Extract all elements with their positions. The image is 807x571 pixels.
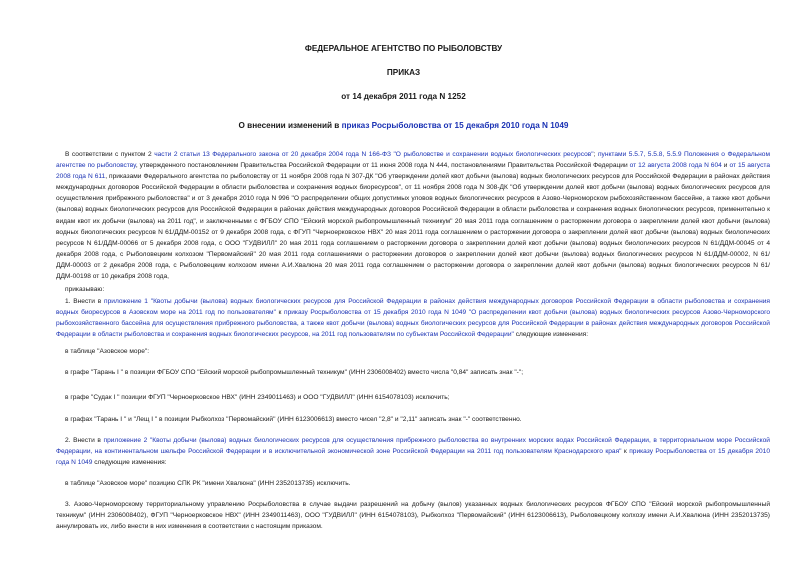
preamble-link-604[interactable]: от 12 августа 2008 года N 604 — [629, 162, 722, 170]
item1-line-table: в таблице "Азовское море": — [65, 348, 150, 355]
item1-line-lesch: в графах "Тарань I " и "Лещ I " в позиции Рыбколхоз "Первомайский" (ИНН 6123006613) вместо чисел "2,8" и "2,11" записать знак "-" соответственно. — [65, 416, 522, 423]
item2-link-order[interactable]: приказу Росрыболовства от 15 декабря 2010 года N 1049 — [56, 448, 770, 467]
document-type: ПРИКАЗ — [386, 68, 421, 77]
item2-line-table: в таблице "Азовское море" позицию СПК РК "имени Хвалюна" (ИНН 2352013735) исключить. — [65, 480, 351, 487]
subject-prefix: О внесении изменений в — [238, 121, 342, 130]
preamble-text-4: и — [721, 162, 730, 170]
item1-link-appendix[interactable]: приложение 1 "Квоты добычи (вылова) водных биологических ресурсов для Российской Федерации в районах действия международных договоров Российской Федерации в области рыболовства и сохранения водных биоресурсов в Азовском море на 2011 год по пользователям" — [56, 298, 770, 317]
preamble-link-law[interactable]: части 2 статьи 13 Федерального закона от 20 декабря 2004 года N 166-ФЗ "О рыболовстве и сохранении водных биологических ресурсов" — [154, 151, 594, 158]
item1-link-order[interactable]: приказу Росрыболовства от 15 декабря 2010 года N 1049 "О распределении квот добычи (вылова) водных биологических ресурсов Азово-Черноморского рыбохозяйственного бассейна для осуществления прибрежного рыболовства, а также квот добычи (вылова) водных биологических ресурсов для Российской Федерации в районах действия международных договоров Российской Федерации в области рыболовства и сохранения водных биологических ресурсов, на 2011 год пользователям по субъектам Российской Федерации" — [56, 309, 770, 339]
preamble-text-5: , приказами Федерального агентства по рыболовству от 11 ноября 2008 года N 307-ДК "Об утверждении долей квот добычи (вылова) водных биологических ресурсов для Российской Федерации в районах действия международных договоров Российской Федерации в области рыболовства и сохранения водных биоресурсов", от 11 ноября 2008 года N 308-ДК "Об утверждении долей квот добычи (вылова) водных биологических ресурсов для осуществления прибрежного рыболовства" и от 3 декабря 2010 года N 996 "О распределении общих допустимых уловов водных биологических ресурсов в Азово-Черноморском рыбохозяйственном бассейне, а также квот добычи (вылова) водных биологических ресурсов для Российской Федерации в районах действия международных договоров Российской Федерации в области рыболовства и сохранения водных биологических ресурсов, применительно к видам квот их добычи (вылова) на 2011 год", и заключенными с ФГБОУ СПО "Ейский морской рыбопромышленный техникум" 20 мая 2011 года соглашением о расторжении договора о закреплении долей квот добычи (вылова) водных биологических ресурсов N 61/ДДМ-00152 от 9 декабря 2008 года, с ФГУП "Черноерковское НВХ" 20 мая 2011 года соглашением о расторжении договора о закреплении долей квот добычи (вылова) водных биологических ресурсов N 61/ДДМ-00066 от 5 декабря 2008 года, с ООО "ГУДВИЛЛ" 20 мая 2011 года соглашением о расторжении договора о закреплении долей квот добычи (вылова) водных биологических ресурсов N 61/ДДМ-00045 от 4 декабря 2008 года, с Рыболовецким колхозом "Первомайский" 20 мая 2011 года соглашениями о расторжении договоров о закреплении долей квот добычи (вылова) водных биологических ресурсов N 61/ДДМ-00002, N 61/ДДМ-00003 от 2 декабря 2008 года, с Рыболовецким колхозом имени А.И.Хвалюна 20 мая 2011 года соглашением о расторжении договора о закреплении долей квот добычи (вылова) водных биологических ресурсов N 61/ДДМ-00198 от 10 декабря 2008 года, — [56, 173, 770, 281]
preamble-link-regulation[interactable]: пунктами 5.5.7, 5.5.8, 5.5.9 Положения о Федеральном агентстве по рыболовству — [56, 151, 770, 170]
item1-text-1: 1. Внести в — [65, 298, 105, 305]
item-1 — [56, 296, 770, 340]
order-word: приказываю: — [65, 286, 105, 293]
item1-text-2: к — [275, 309, 284, 317]
item2-link-appendix[interactable]: приложение 2 "Квоты добычи (вылова) водных биологических ресурсов для осуществления прибрежного рыболовства во внутренних морских водах Российской Федерации, в территориальном море Российской Федерации, на континентальном шельфе Российской Федерации и в исключительной экономической зоне Российской Федерации на 2011 год пользователям Краснодарского края" — [56, 437, 770, 456]
item2-text-1: 2. Внести в — [65, 437, 104, 444]
preamble-link-611[interactable]: от 15 августа 2008 года N 611 — [56, 162, 770, 181]
item2-text-3: следующие изменения: — [92, 459, 167, 467]
item-3 — [56, 499, 770, 532]
item-2 — [56, 435, 770, 468]
item1-line-sudak: в графе "Судак I " позиции ФГУП "Черноерковское НВХ" (ИНН 2349011463) и ООО "ГУДВИЛЛ" (ИНН 6154078103) исключить; — [65, 394, 450, 401]
preamble-text-3: , утвержденного постановлением Правительства Российской Федерации от 11 июня 2008 года N 444, постановлениями Правительства Российской Федерации — [135, 162, 630, 170]
item2-text-2: к — [621, 448, 630, 456]
item1-line-taran: в графе "Тарань I " в позиции ФГБОУ СПО "Ейский морской рыбопромышленный техникум" (ИНН 2306008402) вместо числа "0,84" записать знак "-"; — [65, 369, 524, 376]
preamble-text-2: ; — [593, 151, 598, 158]
subject-link[interactable]: приказ Росрыболовства от 15 декабря 2010 года N 1049 — [341, 121, 569, 130]
agency-title: ФЕДЕРАЛЬНОЕ АГЕНТСТВО ПО РЫБОЛОВСТВУ — [304, 44, 503, 53]
item3-text: 3. Азово-Черноморскому территориальному управлению Росрыболовства в случае выдачи разрешений на добычу (вылов) указанных водных биологических ресурсов ФГБОУ СПО "Ейский морской рыбопромышленный техникум" (ИНН 2306008402), ФГУП "Черноерковское НВХ" (ИНН 2349011463), ООО "ГУДВИЛЛ" (ИНН 6154078103), Рыбколхоз "Первомайский" (ИНН 6123006613), Рыболовецкому колхозу имени А.И.Хвалюна (ИНН 2352013735) аннулировать их, либо внести в них изменения в соответствии с настоящим приказом. — [56, 501, 770, 531]
document-date-number: от 14 декабря 2011 года N 1252 — [341, 92, 466, 101]
document-subject — [0, 121, 807, 130]
preamble — [56, 149, 770, 282]
item1-text-3: следующие изменения: — [513, 331, 589, 339]
preamble-text-1: В соответствии с пунктом 2 — [65, 151, 155, 158]
